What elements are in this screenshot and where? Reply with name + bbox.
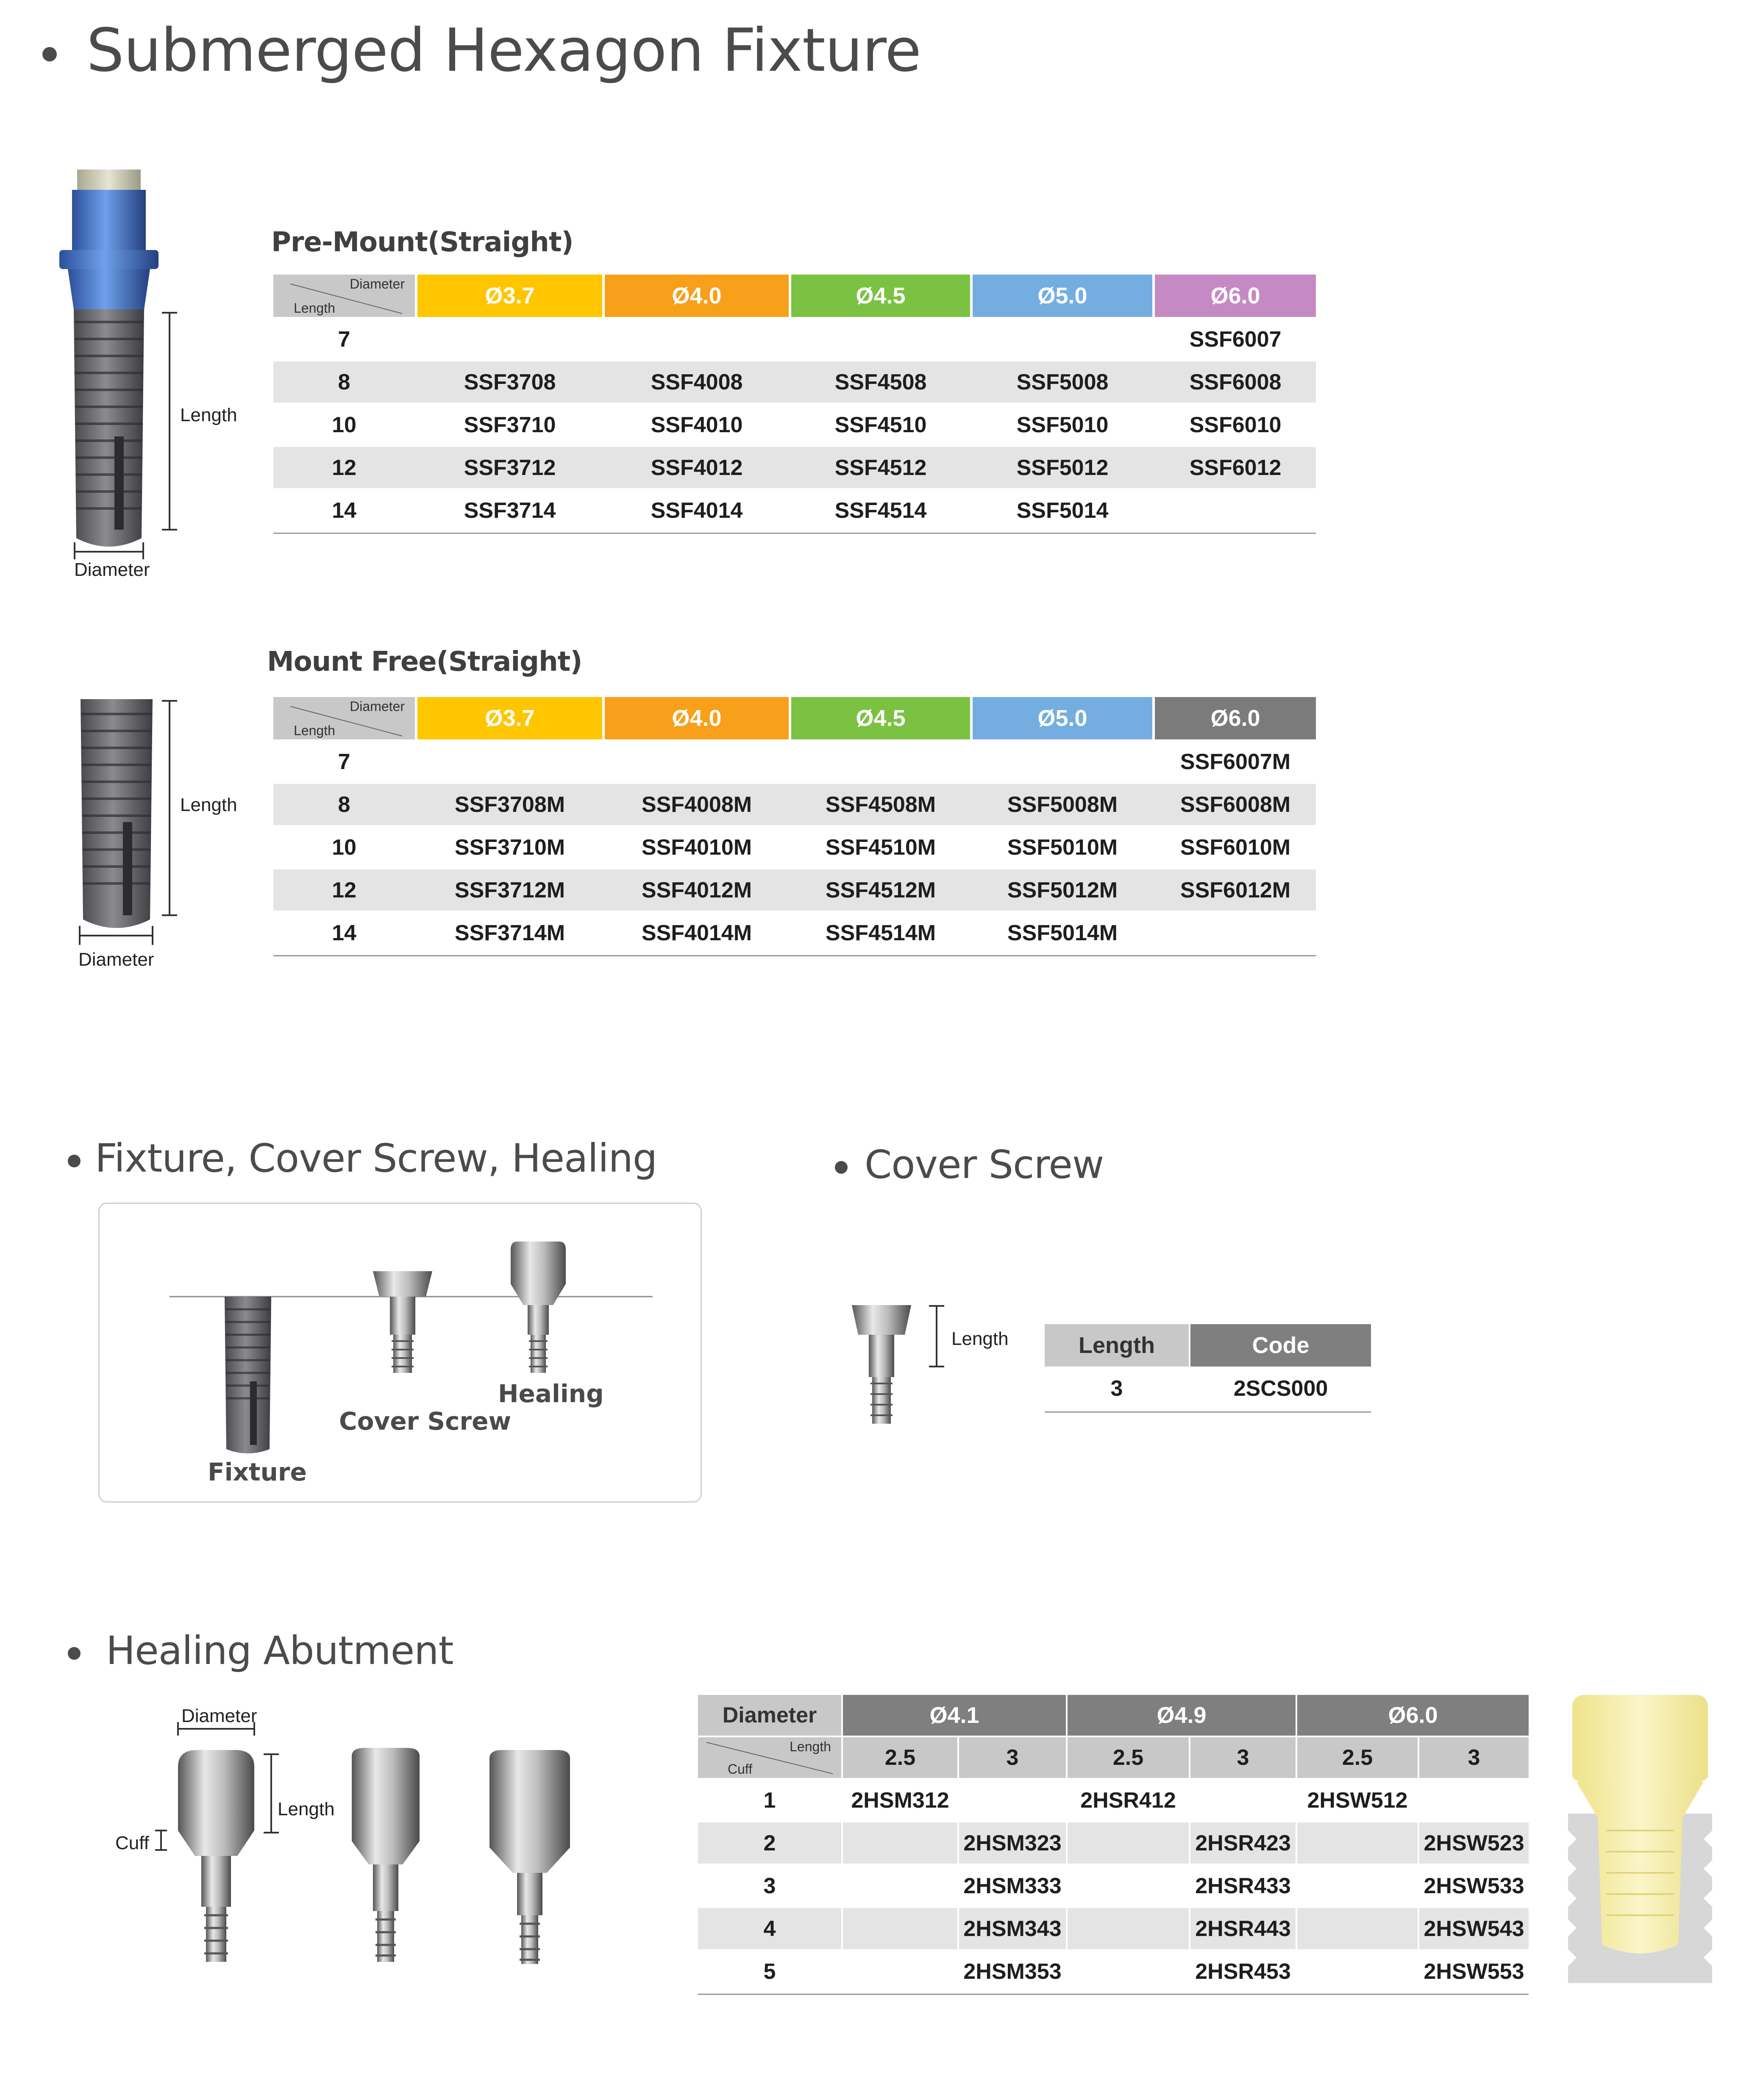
healing-row-cuff: 1 xyxy=(763,1788,776,1813)
premount-header-diameter-4: Ø6.0 xyxy=(1155,275,1316,317)
premount-corner-header xyxy=(273,275,415,317)
premount-length-label: Length xyxy=(180,405,237,425)
healing-code-cell xyxy=(959,1780,1066,1821)
healing-corner-top: Length xyxy=(790,1739,831,1754)
mountfree-code-cell: SSF4014M xyxy=(641,920,752,945)
healing-length-header-4: 2.5 xyxy=(1297,1737,1418,1778)
mountfree-code-cell: SSF5014M xyxy=(1007,920,1118,945)
mountfree-header-diameter-4: Ø6.0 xyxy=(1155,697,1316,739)
premount-diameter-label: Diameter xyxy=(74,559,150,580)
cover-screw-title-text: Cover Screw xyxy=(865,1142,1104,1187)
healing-diameter-label: Diameter xyxy=(181,1706,257,1726)
mountfree-row-length: 12 xyxy=(332,878,356,903)
healing-code-cell: 2HSR443 xyxy=(1190,1908,1296,1949)
mountfree-header-diameter-1: Ø4.0 xyxy=(605,697,789,739)
mountfree-code-cell: SSF4514M xyxy=(825,920,936,945)
mountfree-implant-figure xyxy=(68,695,263,958)
healing-length-header-3: 3 xyxy=(1190,1737,1296,1778)
mountfree-code-cell: SSF5012M xyxy=(1007,878,1118,903)
premount-code-cell: SSF5010 xyxy=(1016,412,1109,437)
premount-code-cell: SSF5012 xyxy=(1016,455,1109,480)
healing-length-label: Length xyxy=(278,1799,335,1819)
mountfree-code-cell: SSF3714M xyxy=(454,920,565,945)
cover-header-code: Code xyxy=(1190,1324,1371,1367)
healing-row-cuff: 5 xyxy=(763,1959,776,1984)
mountfree-header-diameter-3: Ø5.0 xyxy=(973,697,1152,739)
bullet-icon xyxy=(835,1161,848,1174)
premount-code-cell: SSF3708 xyxy=(464,369,556,394)
mountfree-code-cell: SSF6008M xyxy=(1180,792,1291,817)
mountfree-code-cell: SSF4512M xyxy=(825,878,936,903)
mountfree-code-cell: SSF6010M xyxy=(1180,835,1291,860)
healing-code-cell: 2HSR433 xyxy=(1195,1873,1291,1898)
mountfree-code-cell: SSF3710M xyxy=(454,835,565,860)
mountfree-corner-header xyxy=(273,697,415,739)
mountfree-header-diameter-2: Ø4.5 xyxy=(791,697,970,739)
premount-code-cell xyxy=(1155,490,1316,531)
healing-row-cuff: 3 xyxy=(763,1873,776,1898)
premount-code-cell: SSF4012 xyxy=(651,455,743,480)
cover-table-rule xyxy=(1045,1411,1371,1413)
premount-code-cell: SSF4014 xyxy=(651,498,743,523)
healing-code-cell xyxy=(1190,1780,1296,1821)
mountfree-diameter-label: Diameter xyxy=(78,949,154,970)
mountfree-code-cell xyxy=(1155,912,1316,953)
healing-code-cell xyxy=(843,1951,957,1992)
healing-corner-header xyxy=(698,1737,841,1778)
premount-code-cell: SSF4508 xyxy=(834,369,927,394)
mountfree-code-cell: SSF4010M xyxy=(641,835,752,860)
mountfree-title: Mount Free(Straight) xyxy=(267,646,582,678)
premount-code-cell xyxy=(605,319,789,360)
healing-code-cell: 2HSW512 xyxy=(1307,1788,1408,1813)
healing-title xyxy=(68,1628,453,1673)
healing-row-cuff: 2 xyxy=(698,1822,841,1864)
healing-group-header-0: Ø4.1 xyxy=(843,1695,1066,1736)
mountfree-code-cell: SSF5010M xyxy=(1007,835,1118,860)
mountfree-header-diameter-0: Ø3.7 xyxy=(417,697,602,739)
premount-table xyxy=(273,275,1316,537)
mountfree-code-cell: SSF5008M xyxy=(1007,792,1118,817)
premount-row-length: 14 xyxy=(332,498,356,523)
healing-code-cell: 2HSR453 xyxy=(1195,1959,1291,1984)
mountfree-code-cell: SSF4008M xyxy=(641,792,752,817)
premount-code-cell: SSF4510 xyxy=(834,412,927,437)
healing-code-cell xyxy=(1297,1951,1418,1992)
mountfree-code-cell: SSF3708M xyxy=(454,792,565,817)
page-title xyxy=(42,16,921,85)
healing-code-cell: 2HSM353 xyxy=(963,1959,1062,1984)
healing-code-cell: 2HSW543 xyxy=(1419,1908,1529,1949)
mountfree-code-cell xyxy=(973,741,1152,782)
premount-header-diameter-3: Ø5.0 xyxy=(973,275,1152,317)
healing-code-cell: 2HSW553 xyxy=(1424,1959,1524,1984)
cover-screw-table xyxy=(1045,1324,1371,1413)
healing-group-header-1: Ø4.9 xyxy=(1068,1695,1296,1736)
premount-code-cell: SSF5014 xyxy=(1016,498,1109,523)
healing-code-cell xyxy=(1297,1908,1418,1949)
healing-row-cuff: 4 xyxy=(698,1908,841,1949)
mountfree-code-cell: SSF4012M xyxy=(641,878,752,903)
mountfree-corner-bottom: Length xyxy=(294,723,335,738)
cover-header-length: Length xyxy=(1045,1324,1189,1367)
healing-length-header-1: 3 xyxy=(959,1737,1066,1778)
premount-code-cell: SSF5008 xyxy=(1016,369,1109,394)
premount-code-cell: SSF6010 xyxy=(1189,412,1282,437)
healing-code-cell: 2HSM343 xyxy=(959,1908,1066,1949)
premount-row-length: 10 xyxy=(332,412,356,437)
mountfree-code-cell xyxy=(605,741,789,782)
premount-header-diameter-1: Ø4.0 xyxy=(605,275,789,317)
mountfree-row-length: 14 xyxy=(332,920,356,945)
mountfree-length-label: Length xyxy=(180,794,237,815)
premount-code-cell: SSF4008 xyxy=(651,369,743,394)
healing-diameter-header: Diameter xyxy=(698,1695,841,1736)
mountfree-corner-top: Diameter xyxy=(350,699,405,714)
premount-corner-top: Diameter xyxy=(350,276,405,292)
healing-code-cell: 2HSR412 xyxy=(1080,1788,1176,1813)
cover-row-code: 2SCS000 xyxy=(1233,1376,1328,1401)
healing-code-cell xyxy=(843,1865,957,1906)
healing-code-cell xyxy=(1297,1865,1418,1906)
healing-code-cell: 2HSM333 xyxy=(963,1873,1062,1898)
premount-code-cell xyxy=(791,319,970,360)
mountfree-code-cell: SSF4508M xyxy=(825,792,936,817)
premount-code-cell: SSF4512 xyxy=(834,455,927,480)
healing-length-header-0: 2.5 xyxy=(843,1737,957,1778)
premount-row-length: 12 xyxy=(332,455,356,480)
premount-code-cell: SSF3710 xyxy=(464,412,556,437)
mountfree-row-length: 7 xyxy=(338,749,350,774)
healing-label: Healing xyxy=(498,1379,604,1408)
mountfree-code-cell: SSF6007M xyxy=(1180,749,1291,774)
premount-code-cell: SSF3714 xyxy=(464,498,556,523)
bullet-icon xyxy=(42,47,57,61)
healing-code-cell xyxy=(1068,1908,1189,1949)
healing-length-header-2: 2.5 xyxy=(1068,1737,1189,1778)
healing-code-cell: 2HSM323 xyxy=(959,1822,1066,1864)
mountfree-bottom-rule xyxy=(273,955,1316,956)
healing-code-cell xyxy=(1419,1780,1529,1821)
healing-title-text: Healing Abutment xyxy=(106,1628,453,1673)
fixture-section-title-text: Fixture, Cover Screw, Healing xyxy=(95,1136,657,1181)
premount-code-cell: SSF4514 xyxy=(834,498,927,523)
premount-row-length: 7 xyxy=(338,327,350,352)
healing-code-cell xyxy=(1068,1951,1189,1992)
healing-code-cell xyxy=(843,1908,957,1949)
premount-code-cell xyxy=(417,319,602,360)
healing-code-cell xyxy=(1068,1865,1189,1906)
premount-code-cell: SSF3712 xyxy=(464,455,556,480)
healing-code-cell: 2HSM312 xyxy=(851,1788,949,1813)
mountfree-code-cell: SSF6012M xyxy=(1180,878,1291,903)
cover-row-length: 3 xyxy=(1110,1376,1123,1401)
premount-header-diameter-0: Ø3.7 xyxy=(417,275,602,317)
mountfree-code-cell: SSF4510M xyxy=(825,835,936,860)
fixture-label: Fixture xyxy=(208,1458,307,1486)
healing-code-cell xyxy=(1068,1822,1189,1864)
cover-screw-figure xyxy=(848,1301,958,1436)
premount-row-length: 8 xyxy=(338,369,350,394)
premount-corner-bottom: Length xyxy=(294,300,335,316)
healing-code-cell: 2HSW533 xyxy=(1424,1873,1524,1898)
healing-abutment-figure xyxy=(106,1716,636,1979)
healing-code-cell xyxy=(843,1822,957,1864)
premount-code-cell: SSF4010 xyxy=(651,412,743,437)
mountfree-code-cell xyxy=(791,741,970,782)
mountfree-row-length: 8 xyxy=(338,792,350,817)
premount-code-cell: SSF6008 xyxy=(1189,369,1282,394)
cover-screw-label: Cover Screw xyxy=(339,1407,512,1436)
healing-cutaway-figure xyxy=(1560,1691,1721,1996)
mountfree-row-length: 10 xyxy=(332,835,356,860)
mountfree-table xyxy=(273,697,1316,960)
healing-code-cell: 2HSW523 xyxy=(1419,1822,1529,1864)
fixture-section-title xyxy=(68,1136,657,1181)
healing-bottom-rule xyxy=(698,1994,1529,1995)
premount-code-cell xyxy=(973,319,1152,360)
healing-length-header-5: 3 xyxy=(1419,1737,1529,1778)
bullet-icon xyxy=(68,1155,81,1167)
bullet-icon xyxy=(68,1647,81,1660)
premount-title: Pre-Mount(Straight) xyxy=(271,227,573,258)
healing-cuff-label: Cuff xyxy=(115,1833,149,1853)
premount-implant-figure xyxy=(51,165,271,589)
healing-code-cell xyxy=(1297,1822,1418,1864)
premount-code-cell: SSF6007 xyxy=(1189,327,1282,352)
cover-screw-length-label: Length xyxy=(951,1328,1009,1349)
mountfree-code-cell xyxy=(417,741,602,782)
healing-code-cell: 2HSR423 xyxy=(1190,1822,1296,1864)
page-title-text: Submerged Hexagon Fixture xyxy=(86,16,921,85)
premount-header-diameter-2: Ø4.5 xyxy=(791,275,970,317)
healing-corner-bottom: Cuff xyxy=(728,1761,753,1777)
mountfree-code-cell: SSF3712M xyxy=(454,878,565,903)
healing-table xyxy=(698,1695,1529,2000)
cover-screw-title xyxy=(835,1142,1104,1187)
healing-group-header-2: Ø6.0 xyxy=(1297,1695,1529,1736)
premount-code-cell: SSF6012 xyxy=(1189,455,1282,480)
premount-bottom-rule xyxy=(273,533,1316,534)
